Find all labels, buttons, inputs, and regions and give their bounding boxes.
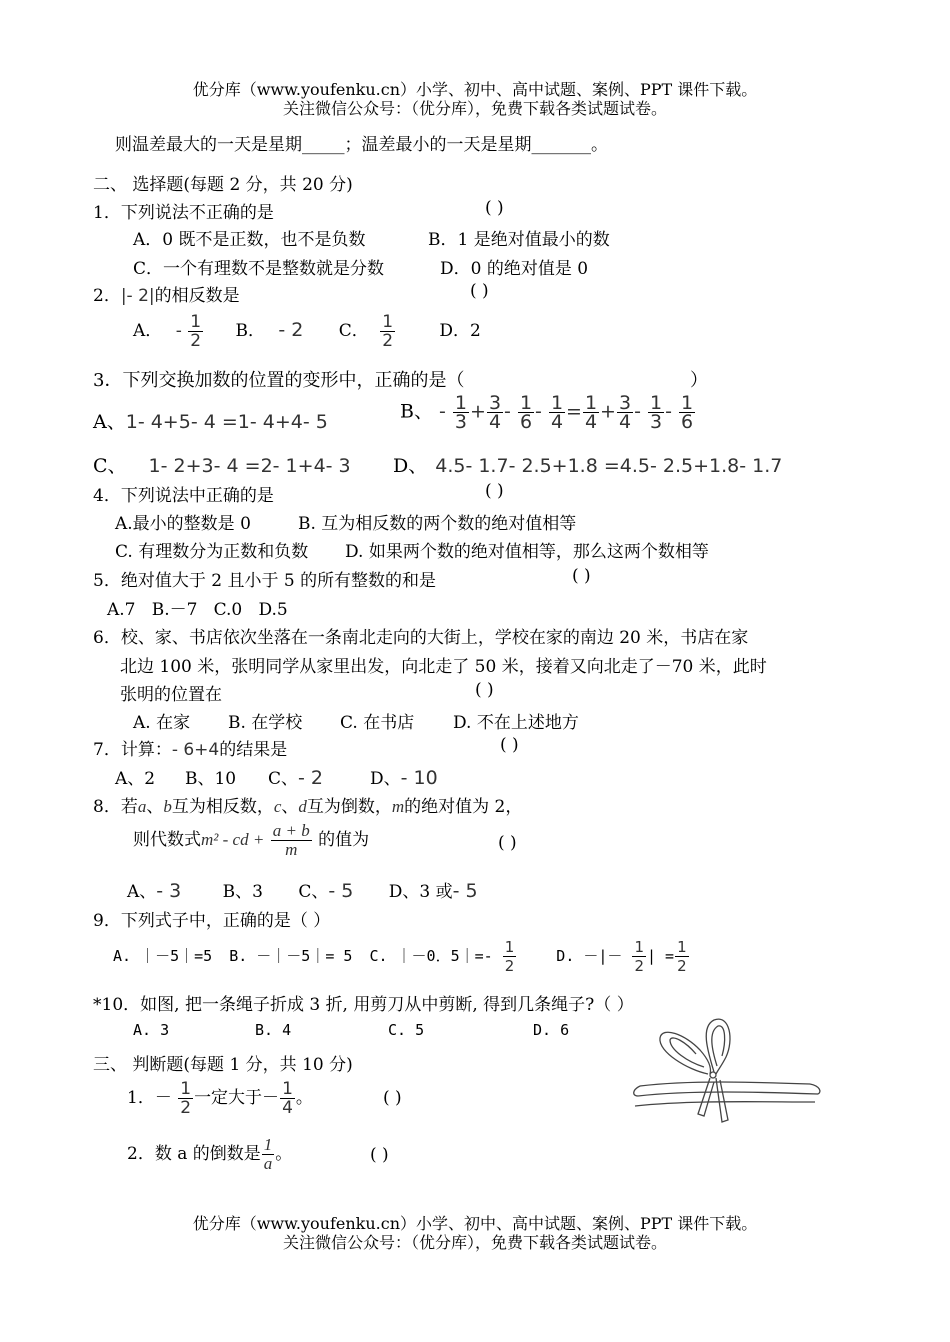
judge-2-frac: $\frac{1}{a}$ (263, 1135, 273, 1173)
q7-expr: - 6+4 (171, 740, 220, 760)
q8-var-d: d (298, 797, 307, 816)
q8-var-b: b (163, 797, 172, 816)
q3-b-op: + (470, 400, 486, 423)
q8-fraction: $\frac{a + b}{m}$ (272, 821, 310, 859)
q3-b-frac: $\frac{1}{6}$ (519, 392, 533, 433)
q3-c-expr: 1- 2+3- 4 =2- 1+4- 3 (148, 455, 351, 477)
q3-b-frac: $\frac{1}{3}$ (454, 392, 468, 433)
q8-sep: 、 (281, 797, 299, 817)
q9-stem: 9．下列式子中，正确的是（ ） (93, 911, 331, 931)
q3-c-label: C、 (93, 455, 127, 477)
q8-var-c: c (273, 797, 282, 816)
q3-b-op: - (439, 400, 446, 423)
q3-option-a (93, 407, 328, 434)
q6-option-d: D. 不在上述地方 (453, 713, 579, 733)
q7-option-b: B、10 (185, 769, 237, 789)
q2-option-c: C． (338, 321, 369, 341)
q2-num: 2． (93, 286, 121, 306)
q3-a-label: A、 (93, 411, 126, 433)
q8-option-a: A、 (127, 882, 157, 902)
q9-d-fraction-2: $\frac{1}{2}$ (677, 938, 687, 975)
q4-option-b: B. 互为相反数的两个数的绝对值相等 (298, 514, 577, 534)
q10-option-c: C. 5 (388, 1021, 425, 1039)
q2-paren: ( ) (470, 281, 489, 301)
q3-b-frac: $\frac{1}{4}$ (550, 392, 564, 433)
q8-var-a: a (137, 797, 147, 816)
q8-var-m: m (391, 797, 405, 816)
q6-paren: ( ) (475, 680, 494, 700)
q3-b-frac: $\frac{3}{4}$ (618, 392, 632, 433)
q7-stem-pre: 7．计算： (93, 740, 172, 760)
q3-option-d (393, 451, 782, 478)
q5-options: A.7 B.－7 C.0 D.5 (107, 600, 288, 620)
q2-options (133, 313, 481, 350)
q3-b-op: - (504, 400, 511, 423)
q9-d-mid: | = (647, 947, 675, 965)
q2-stem-text: 的相反数是 (154, 286, 240, 306)
q8-options (127, 877, 478, 902)
q3-b-frac: $\frac{1}{4}$ (584, 392, 598, 433)
q3-d-label: D、 (393, 455, 428, 477)
judge-2-end: 。 (275, 1144, 293, 1164)
footer-line-2: 关注微信公众号：（优分库），免费下载各类试题试卷。 (282, 1233, 667, 1252)
q10-stem: *10．如图, 把一条绳子折成 3 折, 用剪刀从中剪断, 得到几条绳子?（ ） (93, 995, 634, 1015)
q3-option-b (400, 394, 696, 431)
q6-line-1: 6．校、家、书店依次坐落在一条南北走向的大街上，学校在家的南边 20 米，书店在家 (93, 628, 749, 648)
q1-option-b: B．1 是绝对值最小的数 (428, 230, 610, 250)
q7-option-d (370, 764, 438, 789)
q8-d-value: - 5 (452, 880, 478, 902)
q3-b-op: + (600, 400, 616, 423)
q4-paren: ( ) (485, 481, 504, 501)
q2-option-a: A． (133, 321, 163, 341)
q8-text: 互为倒数， (306, 797, 392, 817)
q2-option-d: D．2 (439, 321, 481, 341)
q8-sep: 、 (146, 797, 164, 817)
q7-stem (93, 735, 287, 760)
q3-b-label: B、 (400, 400, 433, 423)
q7-d-label: D、 (370, 769, 401, 789)
q8-paren: ( ) (498, 833, 517, 853)
q9-options (113, 938, 690, 975)
q2-a-sign: - (175, 321, 182, 341)
q3-b-frac: $\frac{1}{6}$ (680, 392, 694, 433)
q8-option-d: D、3 或 (388, 882, 453, 902)
q7-option-c (268, 764, 323, 789)
q8-text: 的绝对值为 2， (404, 797, 523, 817)
q6-option-c: C. 在书店 (340, 713, 415, 733)
judge-1-paren: ( ) (383, 1088, 402, 1108)
q3-b-op: - (634, 400, 641, 423)
q3-option-c (93, 451, 351, 478)
judge-1 (127, 1080, 313, 1117)
q1-option-c: C．一个有理数不是整数就是分数 (133, 259, 385, 279)
q6-line-3: 张明的位置在 (120, 685, 222, 705)
q9-option-c: C. ｜－0．5｜= (369, 947, 484, 965)
judge-2 (127, 1136, 292, 1173)
q1-paren: ( ) (485, 198, 504, 218)
judge-1-mid: 一定大于－ (194, 1088, 280, 1108)
q4-stem: 4．下列说法中正确的是 (93, 486, 274, 506)
judge-1-frac-a: $\frac{1}{2}$ (180, 1079, 192, 1118)
q10-option-a: A. 3 (133, 1021, 170, 1039)
q1-option-d: D．0 的绝对值是 0 (440, 259, 589, 279)
q6-option-b: B. 在学校 (228, 713, 303, 733)
q4-option-c: C. 有理数分为正数和负数 (115, 542, 309, 562)
q8-a-value: - 3 (156, 880, 182, 902)
q7-c-value: - 2 (298, 767, 323, 789)
q10-option-d: D. 6 (533, 1021, 570, 1039)
q4-option-a: A.最小的整数是 0 (115, 514, 251, 534)
q1-option-a: A．0 既不是正数，也不是负数 (133, 230, 366, 250)
q8-line2-pre: 则代数式 (133, 830, 201, 850)
q3-b-op: = (566, 400, 582, 423)
q9-option-d: D. －|－ (556, 947, 623, 965)
q8-expr: m² - cd + (201, 830, 265, 849)
q6-option-a: A. 在家 (133, 713, 191, 733)
judge-2-paren: ( ) (370, 1145, 389, 1165)
section3-title: 三、 判断题(每题 1 分，共 10 分) (93, 1055, 353, 1075)
q2-option-b: B． (235, 321, 265, 341)
intro-line: 则温差最大的一天是星期_____；温差最小的一天是星期_______。 (115, 135, 608, 155)
q9-option-b: B. －｜－5｜= 5 (229, 947, 353, 965)
q10-option-b: B. 4 (255, 1021, 292, 1039)
q7-option-a: A、2 (115, 769, 156, 789)
q9-option-a: A. ｜－5｜=5 (113, 947, 213, 965)
q7-stem-post: 的结果是 (219, 740, 288, 760)
q9-c-sign: - (483, 947, 493, 965)
q6-line-2: 北边 100 米，张明同学从家里出发，向北走了 50 米，接着又向北走了－70 米，此时 (120, 657, 767, 677)
q2-b-value: - 2 (278, 319, 304, 341)
q3-b-op: - (535, 400, 542, 423)
rope-lines (634, 1082, 820, 1106)
q3-b-op: - (665, 400, 672, 423)
header-line-2: 关注微信公众号：（优分库），免费下载各类试题试卷。 (282, 99, 667, 118)
q3-b-frac: $\frac{1}{3}$ (649, 392, 663, 433)
q2-abs-expr: |- 2| (120, 286, 155, 306)
q2-c-fraction: $\frac{1}{2}$ (382, 312, 394, 351)
q3-a-expr: 1- 4+5- 4 =1- 4+4- 5 (125, 411, 328, 433)
q5-stem: 5．绝对值大于 2 且小于 5 的所有整数的和是 (93, 571, 437, 591)
q8-c-value: - 5 (328, 880, 354, 902)
q8-pre: 8．若 (93, 797, 138, 817)
q8-option-c: C、 (298, 882, 329, 902)
q3-stem: 3．下列交换加数的位置的变形中，正确的是（ (93, 370, 465, 391)
judge-1-num: 1．－ (127, 1088, 172, 1108)
judge-1-frac-b: $\frac{1}{4}$ (282, 1079, 293, 1118)
q7-d-value: - 10 (400, 767, 438, 789)
q2-stem (93, 281, 240, 306)
judge-1-end: 。 (295, 1088, 313, 1108)
q5-paren: ( ) (572, 566, 591, 586)
section2-title: 二、 选择题(每题 2 分，共 20 分) (93, 175, 353, 195)
q7-paren: ( ) (500, 735, 519, 755)
q3-d-expr: 4.5- 1.7- 2.5+1.8 =4.5- 2.5+1.8- 1.7 (435, 455, 783, 477)
q8-line-2 (133, 822, 369, 859)
q8-text: 互为相反数， (171, 797, 274, 817)
judge-2-pre: 2．数 a 的倒数是 (127, 1144, 261, 1164)
q8-option-b: B、3 (222, 882, 263, 902)
scissors-rope-figure (630, 1012, 825, 1132)
q3-paren-close: ） (690, 370, 708, 391)
q3-b-frac: $\frac{3}{4}$ (488, 392, 502, 433)
q9-c-fraction: $\frac{1}{2}$ (504, 938, 515, 975)
q4-option-d: D. 如果两个数的绝对值相等，那么这两个数相等 (345, 542, 709, 562)
scissors-icon (660, 1019, 730, 1122)
q7-c-label: C、 (268, 769, 299, 789)
footer-line-1: 优分库（www.youfenku.cn）小学、初中、高中试题、案例、PPT 课件下载。 (192, 1214, 758, 1233)
q9-d-fraction: $\frac{1}{2}$ (634, 938, 644, 975)
header-line-1: 优分库（www.youfenku.cn）小学、初中、高中试题、案例、PPT 课件下载。 (192, 80, 758, 99)
q1-stem: 1．下列说法不正确的是 (93, 203, 274, 223)
q8-line-1 (93, 792, 522, 817)
q2-a-fraction: $\frac{1}{2}$ (190, 312, 202, 351)
q8-line2-post: 的值为 (318, 830, 370, 850)
